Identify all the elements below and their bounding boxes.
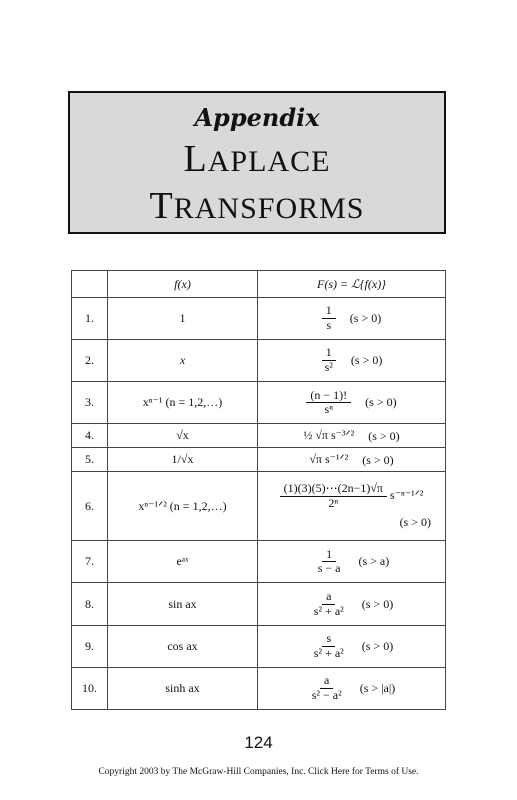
row-Fs: √π s⁻¹ᐟ² (s > 0) xyxy=(258,448,446,472)
header-Fs: F(s) = ℒ{f(x)} xyxy=(258,271,446,298)
row-Fs: $\frac{(n - 1)!}{\text{sⁿ}}$ (s > 0) xyxy=(258,382,446,424)
table-row xyxy=(72,340,446,382)
row-number: 10. xyxy=(72,667,108,709)
header-blank xyxy=(72,271,108,298)
table-row xyxy=(72,541,446,583)
row-fx: 1/√x xyxy=(108,448,258,472)
row-Fs: $\frac{1}{\text{s²}}$ (s > 0) xyxy=(258,340,446,382)
row-fx: x xyxy=(108,340,258,382)
row-fx: sinh ax xyxy=(108,667,258,709)
appendix-title-box xyxy=(68,91,446,234)
table-row xyxy=(72,382,446,424)
table-header-row xyxy=(72,271,446,298)
title-line-laplace: LAPLACE xyxy=(183,138,331,180)
row-fx: eᵃˣ xyxy=(108,541,258,583)
row-number: 9. xyxy=(72,625,108,667)
table-row xyxy=(72,424,446,448)
row-fx: sin ax xyxy=(108,583,258,625)
page-number: 124 xyxy=(244,733,273,752)
row-Fs: $\frac{1}{s}$ (s > 0) xyxy=(258,298,446,340)
row-Fs: ½ √π s⁻³ᐟ² (s > 0) xyxy=(258,424,446,448)
row-fx: xⁿ⁻¹ᐟ² (n = 1,2,…) xyxy=(108,472,258,541)
table-row xyxy=(72,472,446,541)
row-fx: cos ax xyxy=(108,625,258,667)
row-fx: 1 xyxy=(108,298,258,340)
row-number: 1. xyxy=(72,298,108,340)
row-number: 7. xyxy=(72,541,108,583)
laplace-table xyxy=(71,270,446,710)
row-Fs: $\frac{s}{\text{s² + a²}}$ (s > 0) xyxy=(258,625,446,667)
row-number: 5. xyxy=(72,448,108,472)
row-number: 2. xyxy=(72,340,108,382)
row-number: 4. xyxy=(72,424,108,448)
row-number: 6. xyxy=(72,472,108,541)
table-row xyxy=(72,448,446,472)
row-fx: xⁿ⁻¹ (n = 1,2,…) xyxy=(108,382,258,424)
row-Fs: $\frac{a}{\text{s² − a²}}$ (s > |a|) xyxy=(258,667,446,709)
header-fx: f(x) xyxy=(108,271,258,298)
copyright-notice: Copyright 2003 by The McGraw-Hill Companies, Inc. Click Here for Terms of Use. xyxy=(98,767,419,777)
table-row xyxy=(72,667,446,709)
row-Fs: $\frac{1}{s - a}$ (s > a) xyxy=(258,541,446,583)
row-number: 8. xyxy=(72,583,108,625)
table-row xyxy=(72,583,446,625)
title-line-transforms: TRANSFORMS xyxy=(149,185,365,227)
table-row xyxy=(72,298,446,340)
row-Fs: $\frac{(1)(3)(5)\cdots(2n-1)√\pi}{\text{2ⁿ}}$ s⁻ⁿ⁻¹ᐟ² (s > 0) xyxy=(258,472,446,541)
row-number: 3. xyxy=(72,382,108,424)
appendix-label: Appendix xyxy=(194,103,320,132)
table-row xyxy=(72,625,446,667)
row-Fs: $\frac{a}{\text{s² + a²}}$ (s > 0) xyxy=(258,583,446,625)
row-fx: √x xyxy=(108,424,258,448)
